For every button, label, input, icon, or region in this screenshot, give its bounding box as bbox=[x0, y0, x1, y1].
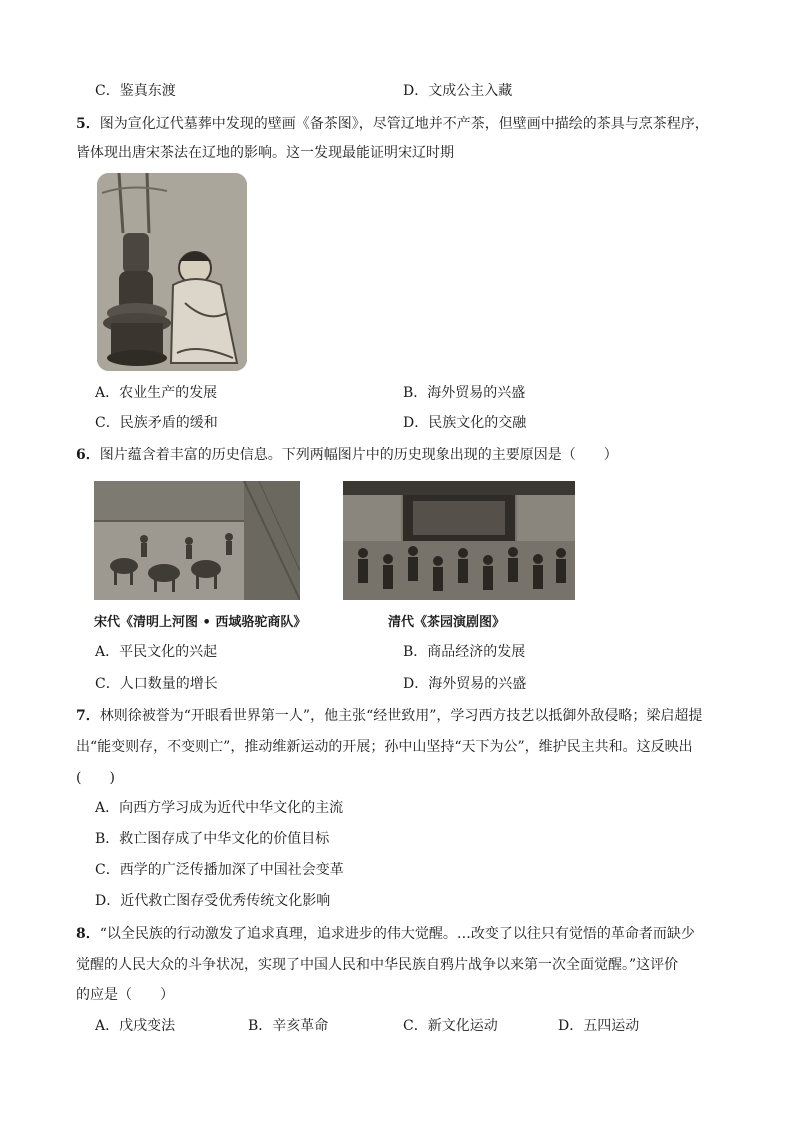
q7-number: 7． bbox=[76, 708, 100, 724]
mural-painting-image bbox=[97, 173, 247, 371]
q7-option-a: A．向西方学习成为近代中华文化的主流 bbox=[95, 800, 344, 816]
q7-stem-line1 bbox=[76, 706, 702, 726]
q6-right-caption: 清代《茶园演剧图》 bbox=[388, 615, 506, 630]
q6-option-d: D．海外贸易的兴盛 bbox=[403, 676, 527, 692]
camel-caravan-painting-icon bbox=[94, 481, 300, 600]
q5-stem-line1 bbox=[76, 114, 709, 134]
q8-number: 8． bbox=[76, 926, 100, 942]
q8-option-d: D．五四运动 bbox=[558, 1018, 640, 1034]
q7-stem-line2: 出“能变则存，不变则亡”，推动维新运动的开展；孙中山坚持“天下为公”，维护民主共和。这反映出 bbox=[76, 739, 693, 755]
q7-option-c: C．西学的广泛传播加深了中国社会变革 bbox=[95, 862, 344, 878]
q6-number: 6． bbox=[76, 447, 100, 463]
q8-stem-line2: 觉醒的人民大众的斗争状况，实现了中国人民和中华民族自鸦片战争以来第一次全面觉醒。”这评价 bbox=[76, 957, 679, 973]
q8-option-a: A．戊戌变法 bbox=[95, 1018, 176, 1034]
q8-stem-line3: 的应是（ ） bbox=[76, 987, 174, 1003]
q7-stem-line3: ( ) bbox=[76, 770, 115, 786]
q8-option-c: C．新文化运动 bbox=[403, 1018, 498, 1034]
q8-option-b: B．辛亥革命 bbox=[248, 1018, 329, 1034]
q6-option-a: A．平民文化的兴起 bbox=[95, 644, 218, 660]
q5-stem-line2: 皆体现出唐宋茶法在辽地的影响。这一发现最能证明宋辽时期 bbox=[76, 145, 454, 161]
q5-option-b: B．海外贸易的兴盛 bbox=[403, 385, 526, 401]
q5-line1-text: 图为宣化辽代墓葬中发现的壁画《备茶图》，尽管辽地并不产茶，但壁画中描绘的茶具与烹茶程序， bbox=[99, 116, 709, 132]
q6-option-c: C．人口数量的增长 bbox=[95, 676, 218, 692]
q7-option-b: B．救亡图存成了中华文化的价值目标 bbox=[95, 831, 330, 847]
camel-caravan-image bbox=[94, 481, 300, 600]
q6-left-caption: 宋代《清明上河图 • 西域骆驼商队》 bbox=[94, 615, 307, 630]
q5-number: 5． bbox=[76, 116, 100, 132]
q8-line1-text: “以全民族的行动激发了追求真理，追求进步的伟大觉醒。…改变了以往只有觉悟的革命者而缺少 bbox=[99, 926, 695, 942]
teahouse-theatre-image bbox=[343, 481, 575, 600]
q8-stem-line1 bbox=[76, 924, 695, 944]
q7-line1-text: 林则徐被誉为“开眼看世界第一人”，他主张“经世致用”，学习西方技艺以抵御外敌侵略；梁启超提 bbox=[99, 708, 703, 724]
q6-stem-text: 图片蕴含着丰富的历史信息。下列两幅图片中的历史现象出现的主要原因是（ ） bbox=[99, 447, 618, 463]
teahouse-theatre-painting-icon bbox=[343, 481, 575, 600]
mural-painting-icon bbox=[97, 173, 247, 371]
q6-stem bbox=[76, 445, 618, 465]
q7-option-d: D．近代救亡图存受优秀传统文化影响 bbox=[95, 893, 331, 909]
q5-option-d: D．民族文化的交融 bbox=[403, 415, 527, 431]
q5-option-c: C．民族矛盾的缓和 bbox=[95, 415, 218, 431]
q5-option-a: A．农业生产的发展 bbox=[95, 385, 218, 401]
q4-option-d: D．文成公主入藏 bbox=[403, 83, 513, 99]
q4-option-c: C．鉴真东渡 bbox=[95, 83, 176, 99]
q6-option-b: B．商品经济的发展 bbox=[403, 644, 526, 660]
